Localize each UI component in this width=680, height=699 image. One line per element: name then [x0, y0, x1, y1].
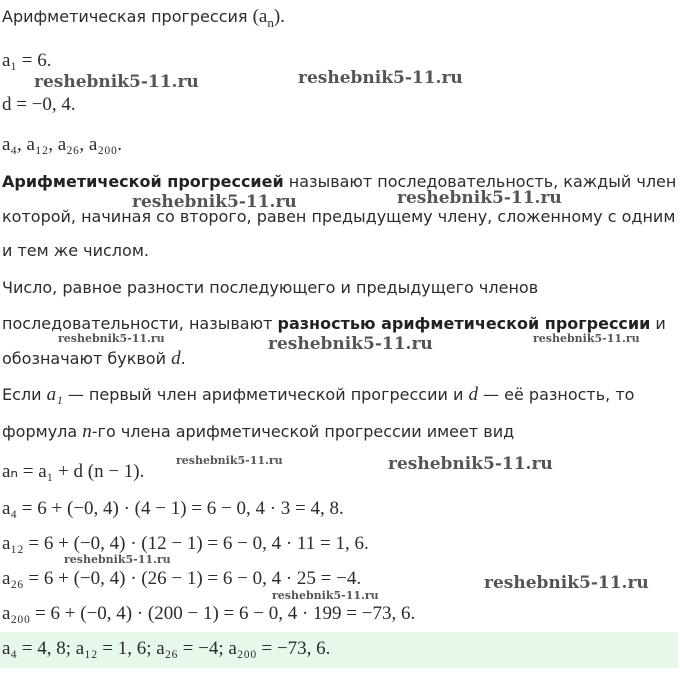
calculation-a12: a₁₂ = 6 + (−0, 4) · (12 − 1) = 6 − 0, 4 · 11 = 1, 6. [2, 533, 369, 554]
watermark: reshebnik5-11.ru [484, 573, 649, 593]
definition-line-2: которой, начиная со второго, равен предыдущему члену, сложенному с одним [2, 207, 676, 226]
watermark: reshebnik5-11.ru [58, 332, 165, 345]
watermark: reshebnik5-11.ru [397, 188, 562, 208]
definition-line-3: и тем же числом. [2, 241, 149, 260]
difference-line-2: последовательности, называют разностью арифметической прогрессии и [2, 314, 666, 333]
nth-term-formula: aₙ = a₁ + d (n − 1). [2, 461, 145, 482]
watermark: reshebnik5-11.ru [533, 332, 640, 345]
watermark: reshebnik5-11.ru [268, 334, 433, 354]
difference-term: разностью арифметической прогрессии [277, 314, 651, 333]
title-text: Арифметическая прогрессия [2, 7, 253, 26]
calculation-a4: a₄ = 6 + (−0, 4) · (4 − 1) = 6 − 0, 4 · 3 = 4, 8. [2, 498, 344, 519]
watermark: reshebnik5-11.ru [64, 553, 171, 566]
watermark: reshebnik5-11.ru [298, 68, 463, 88]
formula-text-line-1: Если a₁ — первый член арифметической прогрессии и d — её разность, то [2, 384, 635, 405]
definition-term: Арифметической прогрессией [2, 172, 284, 191]
calculation-a26: a₂₆ = 6 + (−0, 4) · (26 − 1) = 6 − 0, 4 · 25 = −4. [2, 568, 362, 589]
title-math: $(a_n)$. [252, 6, 285, 30]
answer-text: a₄ = 4, 8; a₁₂ = 1, 6; a₂₆ = −4; a₂₀₀ = −73, 6. [2, 638, 331, 659]
watermark: reshebnik5-11.ru [34, 72, 199, 92]
watermark: reshebnik5-11.ru [272, 589, 379, 602]
difference-line-3: обозначают буквой d. [2, 348, 186, 369]
watermark: reshebnik5-11.ru [388, 454, 553, 474]
calculation-a200: a₂₀₀ = 6 + (−0, 4) · (200 − 1) = 6 − 0, 4 · 199 = −73, 6. [2, 603, 416, 624]
given-a1: a₁ = 6. [2, 50, 52, 71]
definition-line-1: Арифметической прогрессией называют последовательность, каждый член [2, 172, 677, 191]
watermark: reshebnik5-11.ru [176, 454, 283, 467]
given-find: a₄, a₁₂, a₂₆, a₂₀₀. [2, 134, 122, 155]
formula-text-line-2: формула n-го члена арифметической прогрессии имеет вид [2, 421, 515, 442]
title [2, 6, 285, 31]
given-d: d = −0, 4. [2, 94, 76, 115]
watermark: reshebnik5-11.ru [132, 192, 297, 212]
difference-line-1: Число, равное разности последующего и предыдущего членов [2, 278, 539, 297]
